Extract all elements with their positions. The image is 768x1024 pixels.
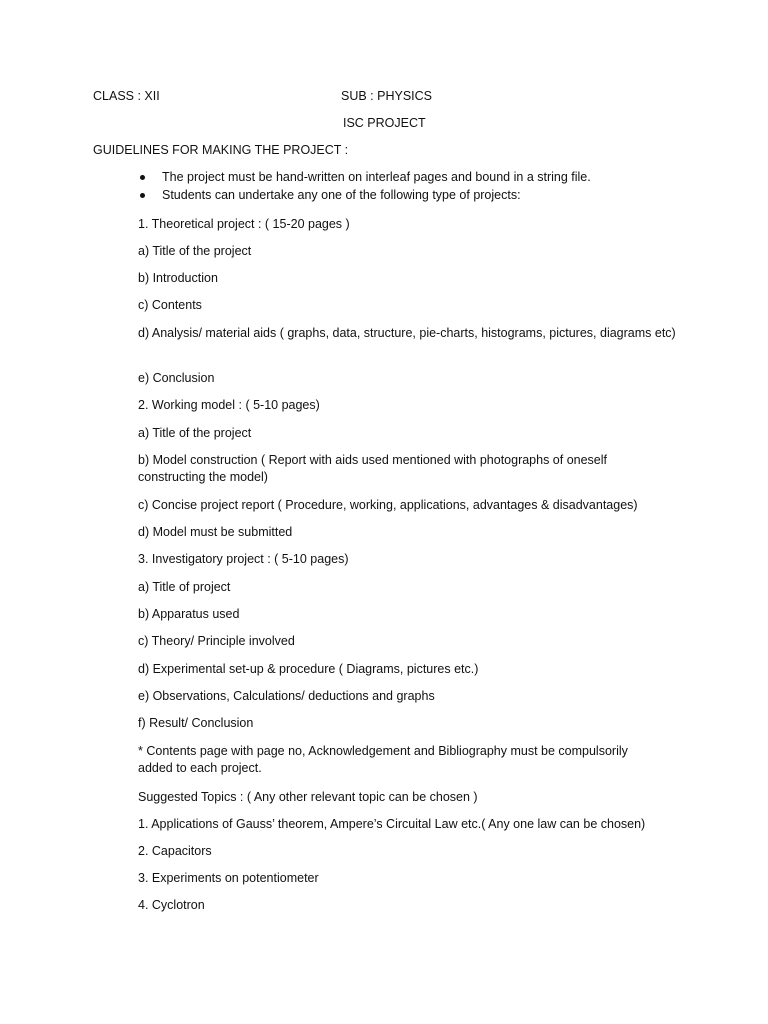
- investigatory-item: b) Apparatus used: [138, 607, 240, 621]
- suggested-topic-item: 3. Experiments on potentiometer: [138, 871, 319, 885]
- suggested-topic-item: 1. Applications of Gauss’ theorem, Ampere’s Circuital Law etc.( Any one law can be chosen): [138, 817, 646, 831]
- working-model-item: d) Model must be submitted: [138, 525, 293, 539]
- bullet-icon: [140, 175, 145, 180]
- theoretical-item: d) Analysis/ material aids ( graphs, data, structure, pie-charts, histograms, pictures, diagrams etc): [138, 326, 676, 340]
- compulsory-note: * Contents page with page no, Acknowledgement and Bibliography must be compulsorily added to each project.: [138, 744, 628, 775]
- working-model-heading: 2. Working model : ( 5-10 pages): [138, 398, 320, 412]
- bullet-text: Students can undertake any one of the following type of projects:: [162, 188, 521, 202]
- suggested-topics-heading: Suggested Topics : ( Any other relevant topic can be chosen ): [138, 790, 478, 804]
- bullet-icon: [140, 193, 145, 198]
- working-model-item: c) Concise project report ( Procedure, working, applications, advantages & disadvantages): [138, 498, 638, 512]
- suggested-topic-item: 2. Capacitors: [138, 844, 212, 858]
- working-model-item: a) Title of the project: [138, 426, 252, 440]
- theoretical-heading: 1. Theoretical project : ( 15-20 pages ): [138, 217, 350, 231]
- subject-label: SUB : PHYSICS: [341, 89, 432, 103]
- investigatory-heading: 3. Investigatory project : ( 5-10 pages): [138, 552, 349, 566]
- theoretical-item: c) Contents: [138, 298, 202, 312]
- theoretical-item: e) Conclusion: [138, 371, 215, 385]
- suggested-topic-item: 4. Cyclotron: [138, 898, 205, 912]
- class-label: CLASS : XII: [93, 89, 160, 103]
- project-title: ISC PROJECT: [343, 116, 426, 130]
- theoretical-item: b) Introduction: [138, 271, 218, 285]
- investigatory-item: d) Experimental set-up & procedure ( Diagrams, pictures etc.): [138, 662, 479, 676]
- investigatory-item: c) Theory/ Principle involved: [138, 634, 295, 648]
- guidelines-heading: GUIDELINES FOR MAKING THE PROJECT :: [93, 143, 349, 157]
- investigatory-item: e) Observations, Calculations/ deductions and graphs: [138, 689, 435, 703]
- guidelines-bullet-list: [140, 169, 591, 205]
- bullet-text: The project must be hand-written on interleaf pages and bound in a string file.: [162, 170, 591, 184]
- investigatory-item: a) Title of project: [138, 580, 231, 594]
- working-model-item: b) Model construction ( Report with aids used mentioned with photographs of oneself constructing the model): [138, 453, 608, 484]
- theoretical-item: a) Title of the project: [138, 244, 252, 258]
- bullet-item: [140, 187, 591, 205]
- investigatory-item: f) Result/ Conclusion: [138, 716, 254, 730]
- bullet-item: [140, 169, 591, 187]
